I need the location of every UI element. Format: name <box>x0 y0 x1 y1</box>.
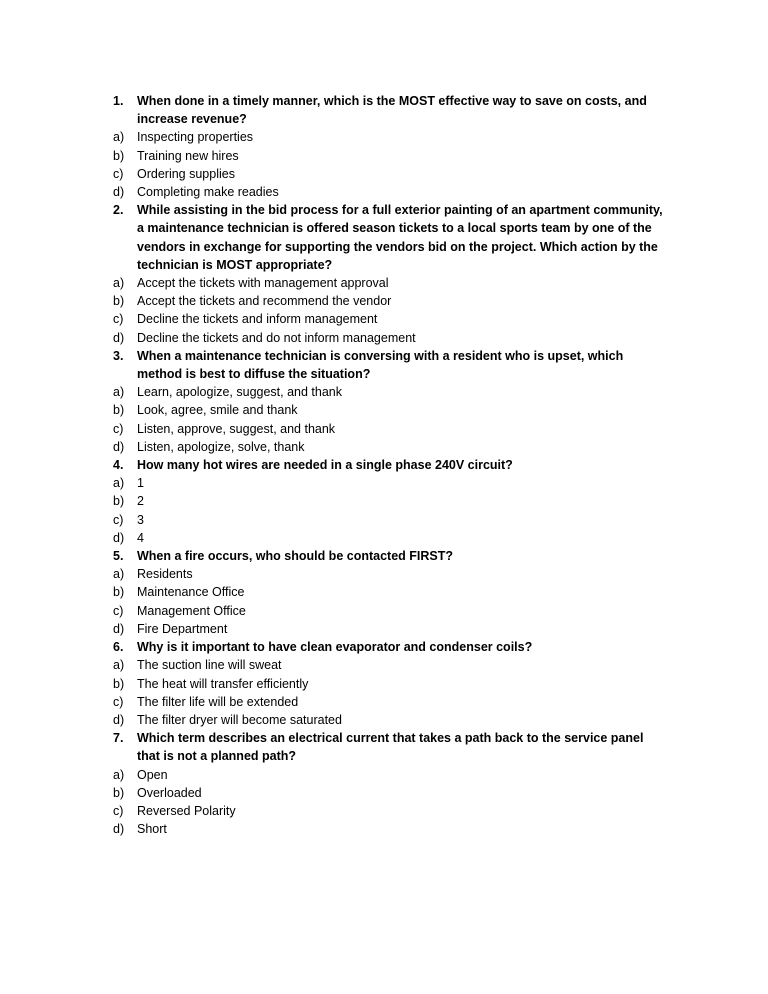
answer-option-row <box>113 329 669 347</box>
option-text: 1 <box>137 476 144 491</box>
question-row <box>113 638 669 656</box>
option-letter: a) <box>113 385 125 400</box>
answer-option-row <box>113 693 669 711</box>
option-text: 2 <box>137 494 144 509</box>
option-letter: b) <box>113 785 125 800</box>
option-text: Residents <box>137 567 193 582</box>
option-letter: b) <box>113 403 125 418</box>
question-text: Why is it important to have clean evaporator and condenser coils? <box>137 640 533 655</box>
option-letter: b) <box>113 148 125 163</box>
option-text: The heat will transfer efficiently <box>137 676 309 691</box>
option-letter: c) <box>113 312 124 327</box>
option-letter: a) <box>113 476 125 491</box>
option-text: Reversed Polarity <box>137 803 236 818</box>
question-number: 1. <box>113 94 124 108</box>
option-letter: b) <box>113 585 125 600</box>
answer-option-row <box>113 292 669 310</box>
option-letter: a) <box>113 767 125 782</box>
option-text: The filter dryer will become saturated <box>137 712 342 727</box>
question-text: When a fire occurs, who should be contacted FIRST? <box>137 549 454 564</box>
option-letter: b) <box>113 294 125 309</box>
option-letter: d) <box>113 330 125 345</box>
option-text: Accept the tickets with management approval <box>137 276 389 291</box>
answer-option-row <box>113 383 669 401</box>
question-number: 3. <box>113 348 124 363</box>
answer-option-row <box>113 529 669 547</box>
option-letter: d) <box>113 822 125 837</box>
answer-option-row <box>113 165 669 183</box>
option-text: The suction line will sweat <box>137 658 282 673</box>
option-text: Training new hires <box>137 148 239 163</box>
question-number: 6. <box>113 640 124 655</box>
answer-option-row <box>113 128 669 146</box>
question-text: While assisting in the bid process for a full exterior painting of an apartment community, a maintenance technician is offered season tickets to a local sports team by one of the vendors in exchange for supporting the vendors bid on the project. Which action by the technician is MOST appropriate? <box>137 203 663 272</box>
option-letter: a) <box>113 276 125 291</box>
option-text: Accept the tickets and recommend the vendor <box>137 294 392 309</box>
question-row <box>113 456 669 474</box>
answer-option-row <box>113 675 669 693</box>
option-text: Maintenance Office <box>137 585 245 600</box>
option-letter: a) <box>113 658 125 673</box>
question-text: When done in a timely manner, which is the MOST effective way to save on costs, and increase revenue? <box>137 94 647 127</box>
option-text: Fire Department <box>137 621 228 636</box>
answer-option-row <box>113 711 669 729</box>
answer-option-row <box>113 474 669 492</box>
answer-option-row <box>113 310 669 328</box>
answer-option-row <box>113 492 669 510</box>
question-number: 4. <box>113 458 124 473</box>
option-letter: c) <box>113 803 124 818</box>
option-letter: d) <box>113 712 125 727</box>
option-text: Inspecting properties <box>137 130 254 145</box>
answer-option-row <box>113 565 669 583</box>
option-text: Listen, approve, suggest, and thank <box>137 421 336 436</box>
option-text: Short <box>137 822 167 837</box>
question-row <box>113 547 669 565</box>
answer-option-row <box>113 511 669 529</box>
option-text: Decline the tickets and do not inform management <box>137 330 416 345</box>
question-text: Which term describes an electrical current that takes a path back to the service panel that is not a planned path? <box>137 731 644 764</box>
answer-option-row <box>113 620 669 638</box>
option-text: Ordering supplies <box>137 166 235 181</box>
answer-option-row <box>113 147 669 165</box>
option-letter: d) <box>113 530 125 545</box>
question-row <box>113 729 669 765</box>
option-letter: d) <box>113 621 125 636</box>
option-text: Learn, apologize, suggest, and thank <box>137 385 343 400</box>
question-list <box>113 92 669 838</box>
answer-option-row <box>113 183 669 201</box>
answer-option-row <box>113 420 669 438</box>
answer-option-row <box>113 438 669 456</box>
option-letter: b) <box>113 494 125 509</box>
question-number: 7. <box>113 731 124 746</box>
option-letter: b) <box>113 676 125 691</box>
option-letter: d) <box>113 439 125 454</box>
option-letter: c) <box>113 512 124 527</box>
option-letter: c) <box>113 166 124 181</box>
option-letter: c) <box>113 421 124 436</box>
answer-option-row <box>113 802 669 820</box>
option-text: Overloaded <box>137 785 202 800</box>
answer-option-row <box>113 656 669 674</box>
option-text: Listen, apologize, solve, thank <box>137 439 305 454</box>
question-number: 2. <box>113 203 124 218</box>
option-text: 3 <box>137 512 144 527</box>
question-row <box>113 92 669 128</box>
option-letter: a) <box>113 130 125 145</box>
option-text: 4 <box>137 530 144 545</box>
answer-option-row <box>113 784 669 802</box>
question-row <box>113 347 669 383</box>
option-text: Management Office <box>137 603 246 618</box>
option-text: The filter life will be extended <box>137 694 299 709</box>
option-letter: c) <box>113 694 124 709</box>
option-letter: c) <box>113 603 124 618</box>
answer-option-row <box>113 274 669 292</box>
option-letter: a) <box>113 567 125 582</box>
option-text: Completing make readies <box>137 185 279 200</box>
option-text: Open <box>137 767 168 782</box>
answer-option-row <box>113 602 669 620</box>
answer-option-row <box>113 401 669 419</box>
option-text: Look, agree, smile and thank <box>137 403 298 418</box>
question-number: 5. <box>113 549 124 564</box>
question-text: How many hot wires are needed in a single phase 240V circuit? <box>137 458 513 473</box>
option-text: Decline the tickets and inform management <box>137 312 378 327</box>
answer-option-row <box>113 583 669 601</box>
option-letter: d) <box>113 185 125 200</box>
question-text: When a maintenance technician is conversing with a resident who is upset, which method is best to diffuse the situation? <box>137 348 624 382</box>
question-row <box>113 201 669 274</box>
answer-option-row <box>113 766 669 784</box>
answer-option-row <box>113 820 669 838</box>
